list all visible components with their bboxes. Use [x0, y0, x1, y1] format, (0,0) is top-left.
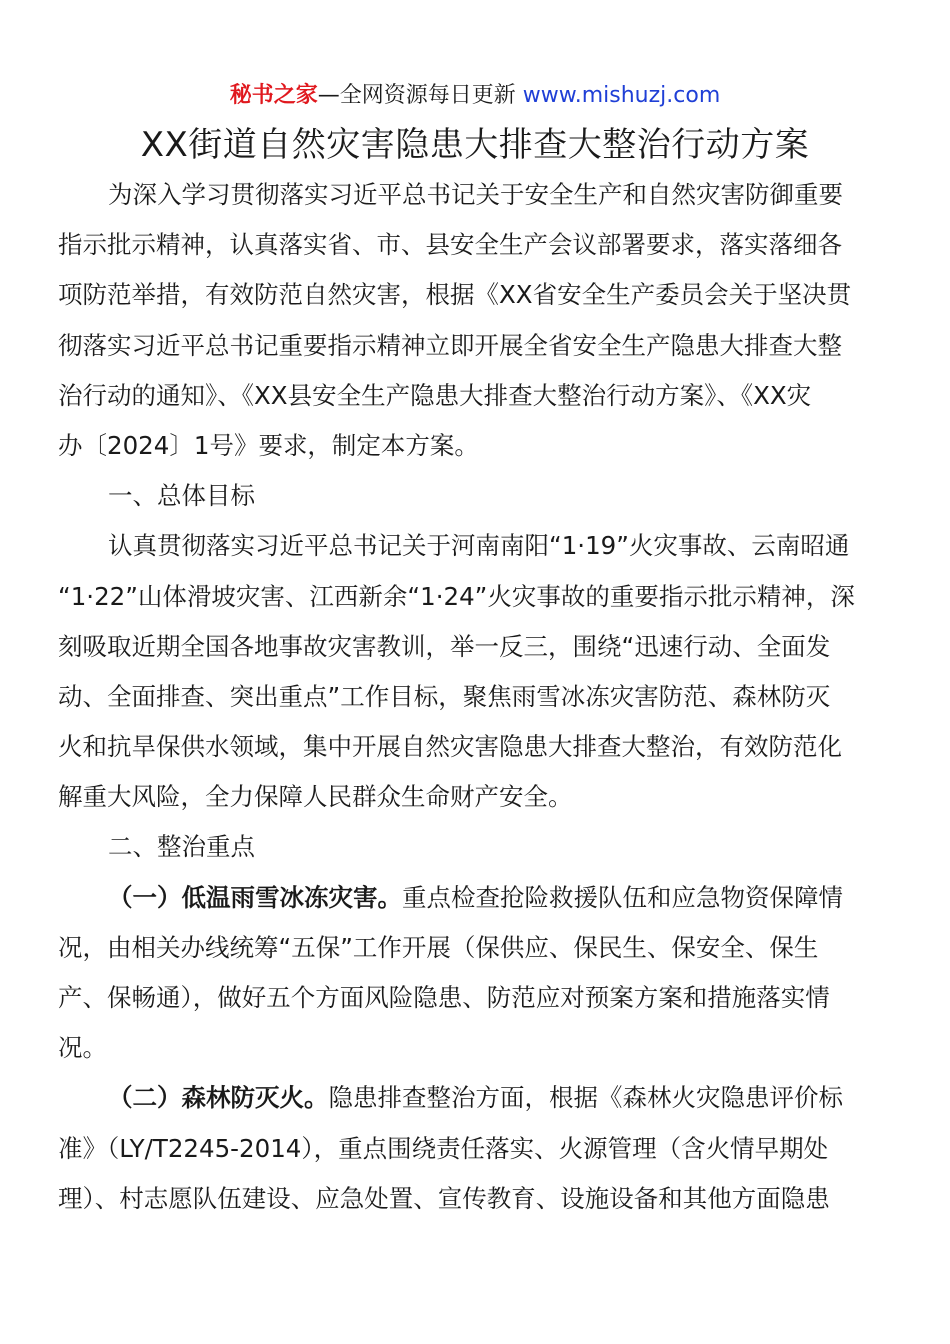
section-heading-2: 二、整治重点 [108, 832, 255, 862]
site-url-link[interactable]: www.mishuzj.com [522, 83, 721, 108]
paragraph-line: 为深入学习贯彻落实习近平总书记关于安全生产和自然灾害防御重要 [108, 180, 843, 209]
subheading-2: （二）森林防灭火。 [108, 1083, 329, 1113]
subheading-1: （一）低温雨雪冰冻灾害。 [108, 882, 402, 912]
subheading-2-text: 隐患排查整治方面，根据《森林火灾隐患评价标 [328, 1083, 843, 1113]
paragraph-line: “1·22”山体滑坡灾害、江西新余“1·24”火灾事故的重要指示批示精神，深 [58, 581, 855, 611]
paragraph-line: 治行动的通知》、《XX县安全生产隐患大排查大整治行动方案》、《XX灾 [58, 380, 812, 410]
paragraph-line: 产、保畅通），做好五个方面风险隐患、防范应对预案方案和措施落实情 [58, 983, 830, 1012]
paragraph-line: 动、全面排查、突出重点”工作目标，聚焦雨雪冰冻灾害防范、森林防灭 [58, 681, 831, 711]
paragraph-line: 彻落实习近平总书记重要指示精神立即开展全省安全生产隐患大排查大整 [58, 330, 842, 360]
brand-name: 秘书之家 [229, 83, 318, 108]
paragraph-line: 理）、村志愿队伍建设、应急处置、宣传教育、设施设备和其他方面隐患 [58, 1183, 830, 1213]
paragraph-line: 认真贯彻落实习近平总书记关于河南南阳“1·19”火灾事故、云南昭通 [108, 531, 850, 561]
paragraph-line: 准》（LY/T2245-2014），重点围绕责任落实、火源管理（含火情早期处 [58, 1133, 829, 1163]
section-heading-1: 一、总体目标 [108, 481, 255, 511]
site-header [0, 80, 950, 112]
paragraph-line: 况，由相关办线统筹“五保”工作开展（保供应、保民生、保安全、保生 [58, 932, 819, 962]
paragraph-line [58, 873, 890, 923]
paragraph-line: 项防范举措，有效防范自然灾害，根据《XX省安全生产委员会关于坚决贯 [58, 280, 852, 310]
paragraph-line: 况。 [58, 1033, 107, 1063]
paragraph-line [58, 1073, 890, 1123]
paragraph-line: 办〔2024〕1号》要求，制定本方案。 [58, 430, 479, 460]
paragraph-line: 解重大风险，全力保障人民群众生命财产安全。 [58, 782, 573, 812]
paragraph-line: 指示批示精神，认真落实省、市、县安全生产会议部署要求，落实落细各 [58, 230, 842, 260]
paragraph-line: 刻吸取近期全国各地事故灾害教训，举一反三，围绕“迅速行动、全面发 [58, 631, 831, 661]
header-tagline: —全网资源每日更新 [317, 83, 523, 108]
document-body [58, 170, 890, 1224]
paragraph-line: 火和抗旱保供水领域，集中开展自然灾害隐患大排查大整治，有效防范化 [58, 732, 842, 762]
subheading-1-text: 重点检查抢险救援队伍和应急物资保障情 [402, 882, 843, 912]
document-title: XX街道自然灾害隐患大排查大整治行动方案 [140, 125, 810, 165]
